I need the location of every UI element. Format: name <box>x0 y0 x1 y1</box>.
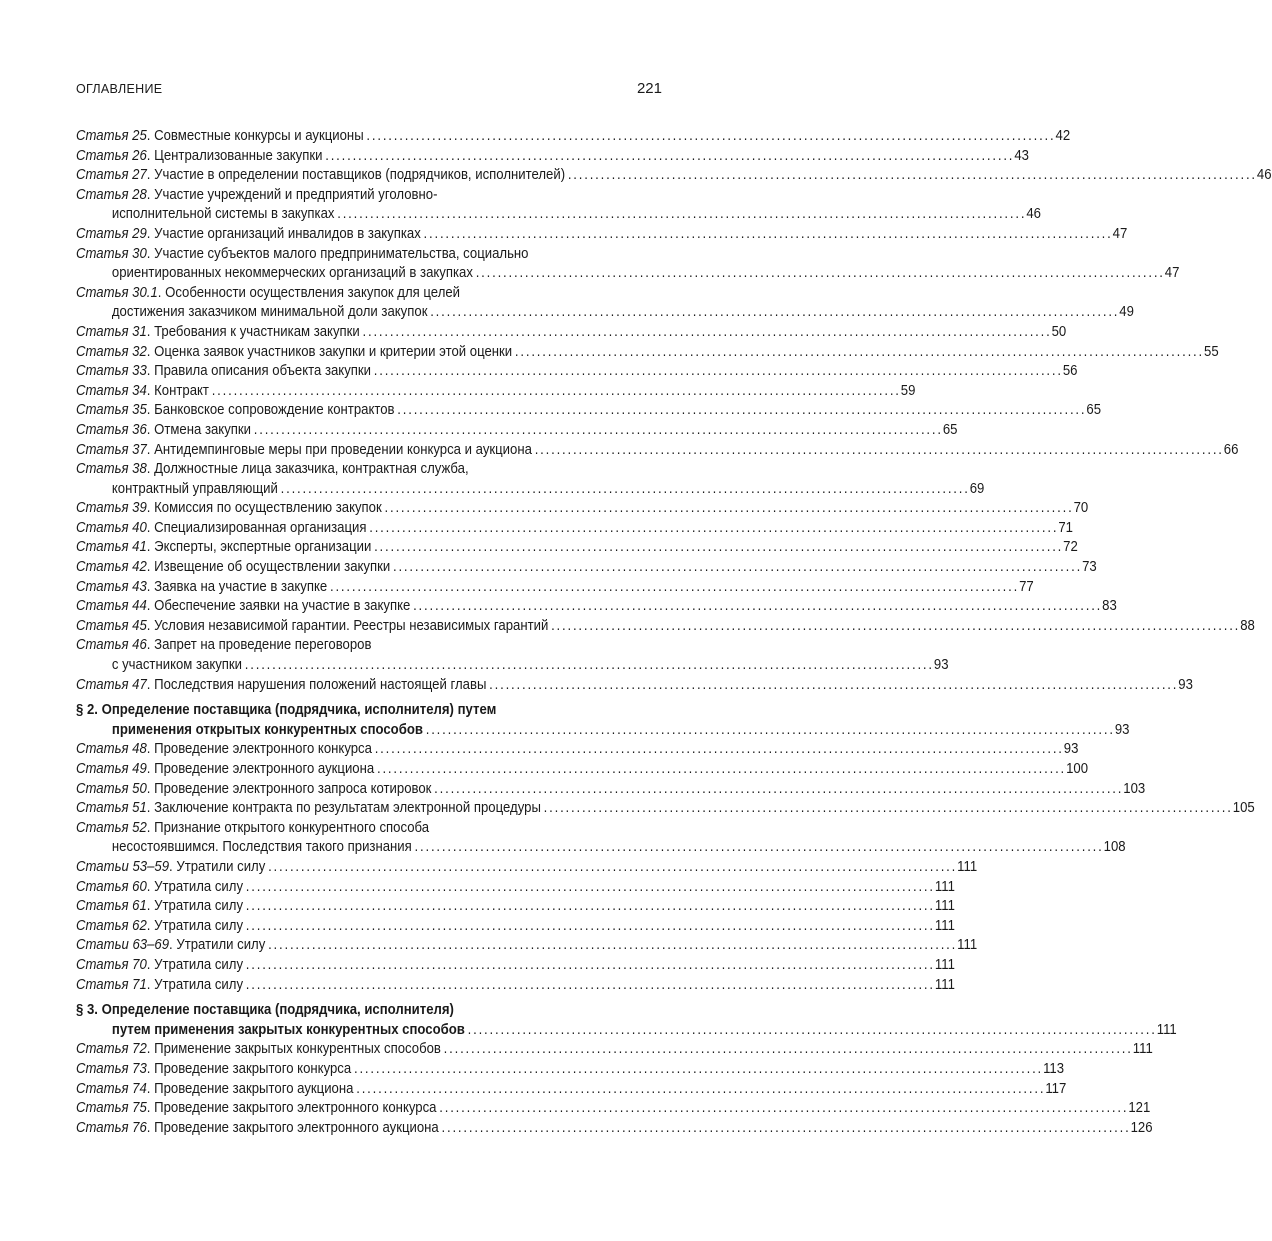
toc-article-number: Статья 51 <box>76 800 147 817</box>
toc-entry-title: . Извещение об осуществлении закупки <box>146 559 391 576</box>
toc-article-number: Статья 72 <box>76 1041 147 1058</box>
toc-article-number: Статья 43 <box>76 578 147 595</box>
toc-page-number: 103 <box>1123 780 1146 797</box>
toc-entry-title: несостоявшимся. Последствия такого признания <box>111 839 412 856</box>
toc-entry-title: . Утратили силу <box>169 937 266 954</box>
toc-article-number: Статья 75 <box>76 1100 147 1117</box>
toc-page-number: 83 <box>1102 598 1117 615</box>
toc-article-number: Статья 46 <box>76 637 147 654</box>
dot-leader <box>551 617 1237 637</box>
dot-leader <box>385 499 1071 519</box>
toc-article-number: Статья 30.1 <box>76 284 158 301</box>
toc-page-number: 111 <box>934 878 955 895</box>
toc-page-number: 70 <box>1073 500 1089 517</box>
toc-page-number: 77 <box>1019 578 1034 595</box>
toc-entry-title: . Утратила силу <box>146 976 244 993</box>
toc-entry-title: . Банковское сопровождение контрактов <box>146 402 395 419</box>
toc-page-number: 105 <box>1232 800 1255 817</box>
toc-page-number: 108 <box>1103 839 1126 856</box>
toc-entry <box>76 558 1097 578</box>
toc-entry <box>76 597 1117 617</box>
toc-entry <box>76 956 955 976</box>
toc-entry-title: контрактный управляющий <box>111 480 278 497</box>
toc-entry <box>76 936 978 956</box>
dot-leader <box>434 780 1120 800</box>
dot-leader <box>413 597 1099 617</box>
toc-page-number: 65 <box>1086 402 1102 419</box>
toc-entry-title: . Антидемпинговые меры при проведении конкурса и аукциона <box>146 441 532 458</box>
toc-entry <box>76 878 955 898</box>
toc-entry-title: . Участие учреждений и предприятий уголовно- <box>146 186 438 203</box>
toc-entry-title: . Участие субъектов малого предпринимательства, социально <box>146 245 529 262</box>
toc-entry-title: . Отмена закупки <box>146 421 252 438</box>
toc-entry-title: . Утратила силу <box>146 956 244 973</box>
toc-entry <box>76 897 955 917</box>
toc-entry-title: . Проведение закрытого электронного аукциона <box>146 1119 439 1136</box>
toc-entry-title: . Требования к участникам закупки <box>146 323 360 340</box>
toc-article-number: Статья 34 <box>76 382 147 399</box>
dot-leader <box>375 740 1061 760</box>
toc-entry <box>76 303 1134 323</box>
toc-page-number: 65 <box>942 421 958 438</box>
dot-leader <box>246 897 932 917</box>
toc-entry-title: . Контракт <box>146 382 209 399</box>
toc-entry-title: . Эксперты, экспертные организации <box>146 539 372 556</box>
toc-article-number: Статья 61 <box>76 898 147 915</box>
toc-article-number: Статья 60 <box>76 878 147 895</box>
dot-leader <box>430 303 1116 323</box>
toc-entry-title: . Утратили силу <box>169 858 266 875</box>
dot-leader <box>374 362 1060 382</box>
toc-entry-title: . Комиссия по осуществлению закупок <box>146 500 382 517</box>
toc-entry <box>76 1099 1151 1119</box>
toc-article-number: Статья 45 <box>76 617 147 634</box>
page-number: 221 <box>636 80 662 97</box>
toc-page-number: 88 <box>1240 617 1255 634</box>
toc-page-number: 55 <box>1204 343 1219 360</box>
toc-section-line <box>76 701 662 721</box>
toc-entry-title: исполнительной системы в закупках <box>111 206 335 223</box>
toc-page-number: 59 <box>900 382 916 399</box>
toc-entry <box>76 917 955 937</box>
toc-page-number: 111 <box>1132 1041 1153 1058</box>
toc-entry-title: . Проведение закрытого конкурса <box>146 1060 352 1077</box>
toc-article-number: Статья 32 <box>76 343 147 360</box>
toc-page-number: 93 <box>1178 676 1193 693</box>
toc-page-number: 117 <box>1045 1080 1067 1097</box>
toc-article-number: Статья 35 <box>76 402 147 419</box>
dot-leader <box>444 1040 1130 1060</box>
toc-entry <box>76 225 1128 245</box>
dot-leader <box>397 401 1083 421</box>
toc-entry <box>76 343 1219 363</box>
toc-article-number: Статьи 63–69 <box>76 937 170 954</box>
toc-entry-title: . Централизованные закупки <box>146 147 323 164</box>
toc-entry-title: путем применения закрытых конкурентных способов <box>111 1021 465 1038</box>
toc-page-number: 69 <box>969 480 985 497</box>
toc-section-line <box>76 1021 1177 1041</box>
dot-leader <box>246 976 932 996</box>
toc-page-number: 73 <box>1082 559 1097 576</box>
dot-leader <box>369 519 1055 539</box>
toc-entry-title: . Заключение контракта по результатам электронной процедуры <box>146 800 541 817</box>
toc-entry-title: . Последствия нарушения положений настоящей главы <box>146 676 487 693</box>
dot-leader <box>374 538 1060 558</box>
toc-entry <box>76 1119 1153 1139</box>
dot-leader <box>281 480 967 500</box>
dot-leader <box>246 956 932 976</box>
dot-leader <box>363 323 1049 343</box>
toc-entry <box>76 147 1029 167</box>
toc-article-number: Статья 48 <box>76 741 147 758</box>
toc-entry-title: . Совместные конкурсы и аукционы <box>146 128 364 144</box>
toc-entry <box>76 538 1078 558</box>
toc-page-number: 121 <box>1128 1100 1151 1117</box>
toc-article-number: Статья 37 <box>76 441 147 458</box>
toc-page-number: 72 <box>1063 539 1078 556</box>
toc-entry <box>76 740 1079 760</box>
toc-entry-title: . Признание открытого конкурентного способа <box>146 819 430 836</box>
toc-article-number: Статья 74 <box>76 1080 147 1097</box>
toc-page-number: 49 <box>1119 304 1134 321</box>
toc-entry <box>76 799 1255 819</box>
dot-leader <box>476 264 1162 284</box>
dot-leader <box>354 1060 1040 1080</box>
toc-page-number: 56 <box>1062 363 1078 380</box>
dot-leader <box>268 858 954 878</box>
toc-page-number: 111 <box>934 917 955 934</box>
toc-entry-title: . Утратила силу <box>146 917 244 934</box>
toc-article-number: Статья 47 <box>76 676 147 693</box>
toc-entry-title: . Утратила силу <box>146 898 244 915</box>
toc-entry <box>76 499 1089 519</box>
toc-page-number: 50 <box>1051 323 1067 340</box>
toc-entry <box>76 519 1073 539</box>
dot-leader <box>325 147 1011 167</box>
toc-entry-title: . Особенности осуществления закупок для целей <box>157 284 461 301</box>
toc-article-number: Статья 29 <box>76 225 147 242</box>
toc-article-number: Статья 42 <box>76 559 147 576</box>
toc-entry <box>76 460 662 480</box>
toc-article-number: Статья 41 <box>76 539 147 556</box>
toc-page-number: 93 <box>1114 721 1130 738</box>
dot-leader <box>268 936 954 956</box>
dot-leader <box>568 166 1254 186</box>
toc-page-number: 46 <box>1256 167 1272 184</box>
toc-article-number: Статьи 53–59 <box>76 858 170 875</box>
toc-page-number: 111 <box>957 937 978 954</box>
toc-entry <box>76 838 1126 858</box>
toc-article-number: Статья 52 <box>76 819 147 836</box>
toc-entry-title: § 3. Определение поставщика (подрядчика, исполнителя) <box>76 1002 454 1019</box>
dot-leader <box>439 1099 1125 1119</box>
toc-article-number: Статья 36 <box>76 421 147 438</box>
toc-page-number: 111 <box>957 858 978 875</box>
toc-entry <box>76 186 662 206</box>
toc-section-line <box>76 1001 662 1021</box>
toc-article-number: Статья 73 <box>76 1060 147 1077</box>
dot-leader <box>415 838 1101 858</box>
toc-entry-title: . Оценка заявок участников закупки и критерии этой оценки <box>146 343 513 360</box>
toc-entry-title: . Правила описания объекта закупки <box>146 363 372 380</box>
toc-article-number: Статья 25 <box>76 128 147 144</box>
toc-entry <box>76 1080 1067 1100</box>
toc-entry <box>76 1060 1065 1080</box>
toc-entry-title: § 2. Определение поставщика (подрядчика, исполнителя) путем <box>76 702 497 719</box>
toc-page-number: 42 <box>1055 128 1071 144</box>
toc-entry <box>76 780 1146 800</box>
toc-page-number: 111 <box>934 956 955 973</box>
toc-entry <box>76 656 949 676</box>
toc-entry-title: . Утратила силу <box>146 878 244 895</box>
toc-entry <box>76 617 1255 637</box>
toc-page-number: 43 <box>1014 147 1029 164</box>
toc-entry <box>76 264 1180 284</box>
toc-entry-title: достижения заказчиком минимальной доли закупок <box>111 304 428 321</box>
dot-leader <box>426 721 1112 741</box>
dot-leader <box>246 917 932 937</box>
toc-entry-title: . Участие организаций инвалидов в закупках <box>146 225 421 242</box>
toc-entry-title: . Применение закрытых конкурентных способов <box>146 1041 441 1058</box>
toc-entry <box>76 323 1067 343</box>
toc-page-number: 66 <box>1223 441 1239 458</box>
toc-article-number: Статья 40 <box>76 519 147 536</box>
toc-entry <box>76 166 1272 186</box>
toc-entry <box>76 636 662 656</box>
toc-page-number: 111 <box>934 898 955 915</box>
toc-entry-title: . Проведение закрытого аукциона <box>146 1080 354 1097</box>
toc-article-number: Статья 70 <box>76 956 147 973</box>
toc-entry-title: . Заявка на участие в закупке <box>146 578 328 595</box>
toc-entry <box>76 578 1034 598</box>
table-of-contents <box>76 127 1272 1138</box>
running-title: ОГЛАВЛЕНИЕ <box>76 82 163 96</box>
toc-article-number: Статья 39 <box>76 500 147 517</box>
dot-leader <box>330 578 1016 598</box>
toc-entry <box>76 284 662 304</box>
dot-leader <box>515 343 1201 363</box>
dot-leader <box>393 558 1079 578</box>
dot-leader <box>535 441 1221 461</box>
toc-page-number: 47 <box>1112 225 1128 242</box>
toc-page-number: 93 <box>1063 741 1079 758</box>
toc-entry <box>76 760 1089 780</box>
toc-article-number: Статья 33 <box>76 363 147 380</box>
toc-page-number: 46 <box>1026 206 1041 223</box>
toc-entry-title: . Проведение электронного аукциона <box>146 761 375 777</box>
toc-entry <box>76 421 958 441</box>
toc-article-number: Статья 44 <box>76 598 147 615</box>
toc-entry <box>76 480 985 500</box>
toc-entry <box>76 676 1193 696</box>
toc-article-number: Статья 50 <box>76 780 147 797</box>
toc-page-number: 126 <box>1130 1119 1153 1136</box>
toc-entry <box>76 819 662 839</box>
toc-entry-title: с участником закупки <box>111 657 243 674</box>
dot-leader <box>377 760 1063 780</box>
toc-entry <box>76 1040 1153 1060</box>
toc-page-number: 100 <box>1066 761 1089 777</box>
dot-leader <box>442 1119 1128 1139</box>
toc-entry <box>76 401 1102 421</box>
toc-entry <box>76 362 1078 382</box>
dot-leader <box>245 656 931 676</box>
toc-entry <box>76 382 916 402</box>
toc-article-number: Статья 28 <box>76 186 147 203</box>
dot-leader <box>212 382 898 402</box>
toc-entry <box>76 245 662 265</box>
toc-page-number: 113 <box>1043 1060 1065 1077</box>
toc-page-number: 111 <box>1156 1021 1177 1038</box>
toc-entry-title: . Запрет на проведение переговоров <box>146 637 372 654</box>
toc-page-number: 111 <box>934 976 955 993</box>
page-header <box>76 80 662 97</box>
toc-section-line <box>76 721 1130 741</box>
toc-entry-title: . Должностные лица заказчика, контрактная служба, <box>146 461 469 478</box>
toc-article-number: Статья 71 <box>76 976 147 993</box>
toc-entry-title: . Условия независимой гарантии. Реестры независимых гарантий <box>146 617 549 634</box>
toc-article-number: Статья 30 <box>76 245 147 262</box>
toc-entry <box>76 976 955 996</box>
dot-leader <box>246 878 932 898</box>
toc-page-number: 47 <box>1164 265 1180 282</box>
toc-article-number: Статья 26 <box>76 147 147 164</box>
dot-leader <box>489 676 1175 696</box>
toc-entry <box>76 205 1041 225</box>
toc-page-number: 93 <box>933 657 949 674</box>
toc-page-number: 71 <box>1058 519 1073 536</box>
toc-article-number: Статья 31 <box>76 323 147 340</box>
toc-entry-title: . Проведение электронного конкурса <box>146 741 372 758</box>
toc-entry-title: применения открытых конкурентных способов <box>111 721 423 738</box>
dot-leader <box>366 127 1052 147</box>
toc-entry-title: . Обеспечение заявки на участие в закупке <box>146 598 411 615</box>
toc-entry-title: ориентированных некоммерческих организаций в закупках <box>111 265 473 282</box>
dot-leader <box>254 421 940 441</box>
toc-article-number: Статья 49 <box>76 761 147 777</box>
dot-leader <box>424 225 1110 245</box>
dot-leader <box>337 205 1023 225</box>
dot-leader <box>468 1021 1154 1041</box>
toc-entry <box>76 858 978 878</box>
toc-article-number: Статья 76 <box>76 1119 147 1136</box>
dot-leader <box>356 1080 1042 1100</box>
toc-entry-title: . Участие в определении поставщиков (подрядчиков, исполнителей) <box>146 167 566 184</box>
toc-article-number: Статья 38 <box>76 461 147 478</box>
toc-entry <box>76 127 1071 147</box>
toc-article-number: Статья 62 <box>76 917 147 934</box>
toc-article-number: Статья 27 <box>76 167 147 184</box>
toc-entry-title: . Проведение электронного запроса котировок <box>146 780 432 797</box>
toc-entry-title: . Специализированная организация <box>146 519 367 536</box>
dot-leader <box>544 799 1230 819</box>
toc-entry-title: . Проведение закрытого электронного конкурса <box>146 1100 437 1117</box>
toc-entry <box>76 441 1239 461</box>
